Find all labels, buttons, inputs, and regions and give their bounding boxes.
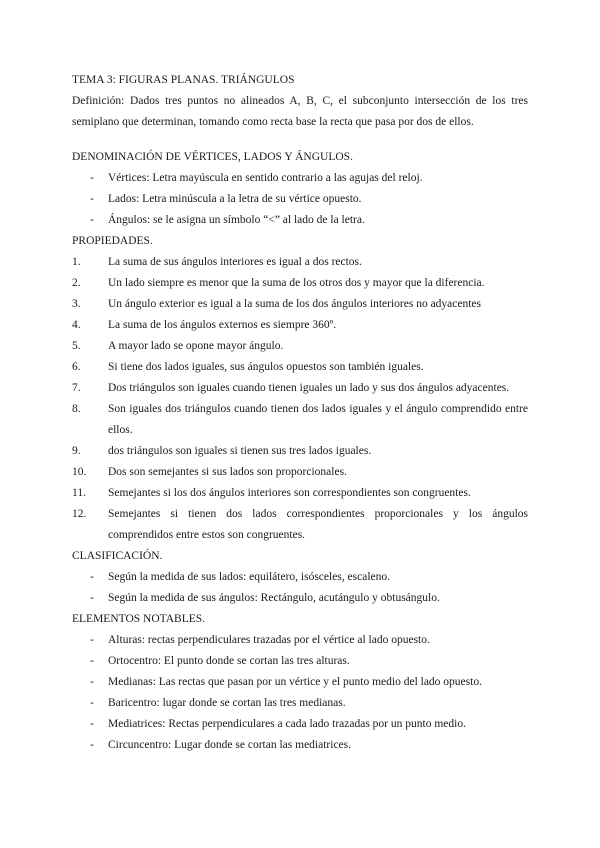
item-number: 9.	[72, 445, 81, 457]
dash-bullet: -	[90, 655, 94, 667]
list-item-text: Dos triángulos son iguales cuando tienen iguales un lado y sus dos ángulos adyacentes.	[108, 382, 510, 394]
list-item-text: Alturas: rectas perpendiculares trazadas por el vértice al lado opuesto.	[108, 634, 430, 646]
list-item	[72, 483, 528, 504]
list-item-text: Mediatrices: Rectas perpendiculares a cada lado trazadas por un punto medio.	[108, 718, 466, 730]
list-item	[72, 399, 528, 441]
list-item	[72, 294, 528, 315]
list-item-text: Vértices: Letra mayúscula en sentido contrario a las agujas del reloj.	[108, 172, 423, 184]
list-item-text: Circuncentro: Lugar donde se cortan las mediatrices.	[108, 739, 352, 751]
dash-bullet: -	[90, 571, 94, 583]
document-page	[72, 70, 528, 756]
list-item	[72, 651, 528, 672]
list-item-text: A mayor lado se opone mayor ángulo.	[108, 340, 284, 352]
list-item	[72, 441, 528, 462]
dash-bullet: -	[90, 718, 94, 730]
list-item-text: Ortocentro: El punto donde se cortan las tres alturas.	[108, 655, 350, 667]
dash-bullet: -	[90, 634, 94, 646]
list-elementos	[72, 630, 528, 756]
list-item-text: Según la medida de sus ángulos: Rectángulo, acutángulo y obtusángulo.	[108, 592, 440, 604]
list-item-text: Dos son semejantes si sus lados son proporcionales.	[108, 466, 347, 478]
list-item-text: Un lado siempre es menor que la suma de los otros dos y mayor que la diferencia.	[108, 277, 485, 289]
list-item	[72, 672, 528, 693]
list-propiedades	[72, 252, 528, 546]
list-item	[72, 315, 528, 336]
list-item	[72, 273, 528, 294]
list-denominacion	[72, 168, 528, 231]
item-number: 10.	[72, 466, 87, 478]
list-item	[72, 378, 528, 399]
item-number: 3.	[72, 298, 81, 310]
dash-bullet: -	[90, 214, 94, 226]
list-item	[72, 357, 528, 378]
heading-clasificacion: CLASIFICACIÓN.	[72, 550, 163, 562]
list-item	[72, 588, 528, 609]
dash-bullet: -	[90, 172, 94, 184]
list-item-text: La suma de sus ángulos interiores es igual a dos rectos.	[108, 256, 362, 268]
dash-bullet: -	[90, 676, 94, 688]
dash-bullet: -	[90, 697, 94, 709]
definition-paragraph: Definición: Dados tres puntos no alineados A, B, C, el subconjunto intersección de los tres semiplano que determinan, tomando como recta base la recta que pasa por dos de ellos.	[72, 95, 528, 128]
item-number: 11.	[72, 487, 86, 499]
list-item	[72, 735, 528, 756]
list-item-text: Un ángulo exterior es igual a la suma de los dos ángulos interiores no adyacentes	[108, 298, 482, 310]
list-item-text: Ángulos: se le asigna un símbolo “<” al lado de la letra.	[108, 214, 365, 226]
list-item	[72, 210, 528, 231]
list-item-text: Baricentro: lugar donde se cortan las tres medianas.	[108, 697, 346, 709]
list-item-text: La suma de los ángulos externos es siempre 360º.	[108, 319, 337, 331]
heading-denominacion: DENOMINACIÓN DE VÉRTICES, LADOS Y ÁNGULOS.	[72, 151, 353, 163]
list-item	[72, 504, 528, 546]
item-number: 1.	[72, 256, 81, 268]
list-item-text: dos triángulos son iguales si tienen sus tres lados iguales.	[108, 445, 372, 457]
list-item	[72, 630, 528, 651]
list-clasificacion	[72, 567, 528, 609]
dash-bullet: -	[90, 592, 94, 604]
item-number: 8.	[72, 403, 81, 415]
heading-propiedades: PROPIEDADES.	[72, 235, 153, 247]
list-item	[72, 567, 528, 588]
list-item-text: Según la medida de sus lados: equilátero, isósceles, escaleno.	[108, 571, 390, 583]
item-number: 4.	[72, 319, 81, 331]
list-item	[72, 693, 528, 714]
list-item-text: Si tiene dos lados iguales, sus ángulos opuestos son también iguales.	[108, 361, 424, 373]
list-item	[72, 189, 528, 210]
list-item	[72, 252, 528, 273]
list-item-text: Lados: Letra minúscula a la letra de su vértice opuesto.	[108, 193, 362, 205]
item-number: 12.	[72, 508, 87, 520]
spacer	[72, 133, 528, 147]
item-number: 2.	[72, 277, 81, 289]
list-item	[72, 168, 528, 189]
list-item-text: Son iguales dos triángulos cuando tienen dos lados iguales y el ángulo comprendido entre ellos.	[108, 403, 528, 436]
item-number: 6.	[72, 361, 81, 373]
dash-bullet: -	[90, 739, 94, 751]
list-item-text: Semejantes si los dos ángulos interiores son correspondientes son congruentes.	[108, 487, 471, 499]
list-item	[72, 714, 528, 735]
dash-bullet: -	[90, 193, 94, 205]
item-number: 5.	[72, 340, 81, 352]
heading-elementos: ELEMENTOS NOTABLES.	[72, 613, 206, 625]
list-item-text: Semejantes si tienen dos lados correspondientes proporcionales y los ángulos comprendidos entre estos son congruentes.	[108, 508, 528, 541]
document-title: TEMA 3: FIGURAS PLANAS. TRIÁNGULOS	[72, 74, 295, 86]
list-item	[72, 336, 528, 357]
list-item	[72, 462, 528, 483]
list-item-text: Medianas: Las rectas que pasan por un vértice y el punto medio del lado opuesto.	[108, 676, 482, 688]
item-number: 7.	[72, 382, 81, 394]
